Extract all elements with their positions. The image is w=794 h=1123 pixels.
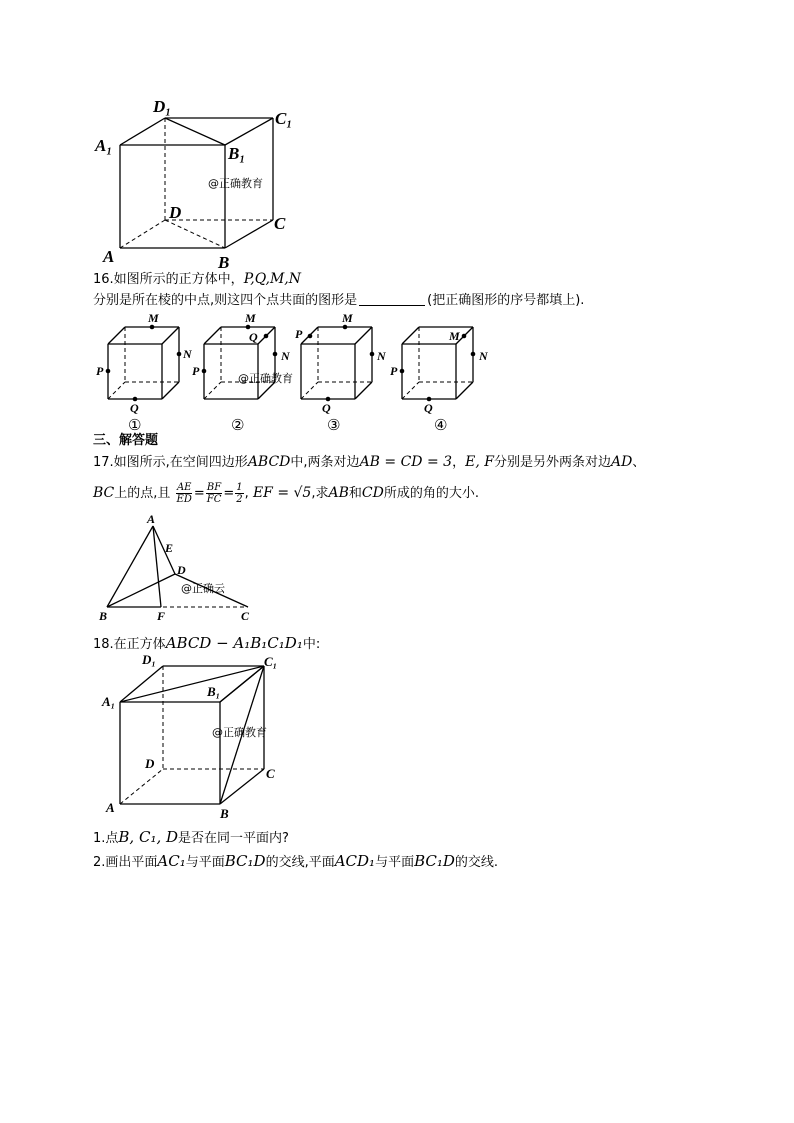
point-label-p: P bbox=[96, 364, 104, 378]
vertex-label-a: A bbox=[103, 247, 115, 266]
point-label-m: M bbox=[449, 329, 460, 343]
point-label-n: N bbox=[479, 349, 488, 363]
vertex-label-a1: A₁ bbox=[95, 136, 113, 155]
figure-number-3: ③ bbox=[327, 416, 341, 434]
tetrahedron-figure bbox=[95, 512, 265, 627]
point-label-p: P bbox=[295, 327, 303, 341]
point-label-q: Q bbox=[130, 401, 139, 415]
section-title: 三、解答题 bbox=[93, 433, 159, 448]
vertex-label-a: A bbox=[147, 512, 156, 526]
vertex-label-c1: C₁ bbox=[264, 654, 278, 669]
point-label-n: N bbox=[281, 349, 290, 363]
point-label-q: Q bbox=[322, 401, 331, 415]
point-label-f: F bbox=[157, 609, 166, 623]
cube-figure-2 bbox=[192, 312, 293, 434]
point-label-m: M bbox=[245, 312, 256, 325]
figure-number-2: ② bbox=[231, 416, 245, 434]
q17-line1: 17.如图所示,在空间四边形ABCD中,两条对边AB = CD = 3，E, F分别是另外两条对边AD、 bbox=[93, 454, 646, 470]
point-label-p: P bbox=[390, 364, 398, 378]
point-label-n: N bbox=[183, 347, 192, 361]
vertex-label-a1: A₁ bbox=[102, 694, 116, 709]
vertex-label-c1: C₁ bbox=[275, 109, 293, 128]
fraction-one-half: $\frac{1}{2}$ bbox=[236, 482, 243, 505]
vertex-label-b: B bbox=[99, 609, 108, 623]
point-label-e: E bbox=[165, 541, 174, 555]
vertex-label-d: D bbox=[177, 563, 186, 577]
vertex-label-c: C bbox=[241, 609, 250, 623]
point-label-m: M bbox=[148, 312, 159, 325]
vertex-label-c: C bbox=[274, 214, 286, 233]
vertex-label-b1: B₁ bbox=[228, 144, 246, 163]
point-label-p: P bbox=[192, 364, 200, 378]
figure-number-4: ④ bbox=[434, 416, 448, 434]
cube-figure-q18 bbox=[98, 652, 288, 824]
point-label-n: N bbox=[377, 349, 386, 363]
q18-sub1: 1.点B, C₁, D是否在同一平面内? bbox=[93, 828, 289, 846]
cube-figure-4 bbox=[390, 327, 489, 434]
point-label-q: Q bbox=[424, 401, 433, 415]
figure-number-1: ① bbox=[128, 416, 142, 434]
q16-line1: 16.如图所示的正方体中，P,Q,M,N bbox=[93, 271, 301, 287]
cube-figure-top bbox=[90, 95, 300, 270]
q18-sub2: 2.画出平面AC₁与平面BC₁D的交线,平面ACD₁与平面BC₁D的交线. bbox=[93, 852, 499, 870]
vertex-label-d1: D₁ bbox=[142, 652, 156, 667]
vertex-label-d: D bbox=[169, 203, 182, 222]
cube-figure-1 bbox=[96, 312, 193, 434]
watermark: @正确教育 bbox=[212, 726, 267, 739]
q16-figures bbox=[92, 312, 512, 434]
q18-line1: 18.在正方体ABCD − A₁B₁C₁D₁中: bbox=[93, 634, 321, 652]
watermark: @正确教育 bbox=[238, 372, 293, 385]
vertex-label-c: C bbox=[266, 766, 275, 781]
q16-line2: 分别是所在棱的中点,则这四个点共面的图形是 (把正确图形的序号都填上). bbox=[93, 293, 585, 308]
watermark: @正确教育 bbox=[208, 177, 263, 190]
answer-blank[interactable] bbox=[359, 293, 425, 306]
vertex-label-b: B bbox=[218, 253, 230, 270]
fraction-bf-fc: $\frac{BF}{FC}$ bbox=[206, 482, 222, 505]
cube-figure-3 bbox=[295, 312, 387, 434]
watermark: @正确云 bbox=[181, 582, 225, 595]
point-label-q: Q bbox=[249, 330, 258, 344]
vertex-label-a: A bbox=[106, 800, 115, 815]
vertex-label-d1: D₁ bbox=[153, 97, 172, 116]
fraction-ae-ed: $\frac{AE}{ED}$ bbox=[176, 482, 192, 505]
q17-line2: BC上的点,且 $\frac{AE}{ED}$ = $\frac{BF}{FC}$ = $\frac{1}{2}$ , EF = √5,求AB和CD所成的角的大小. bbox=[93, 482, 479, 505]
vertex-label-b1: B₁ bbox=[207, 684, 221, 699]
vertex-label-b: B bbox=[220, 806, 229, 821]
vertex-label-d: D bbox=[145, 756, 155, 771]
point-label-m: M bbox=[342, 312, 353, 325]
